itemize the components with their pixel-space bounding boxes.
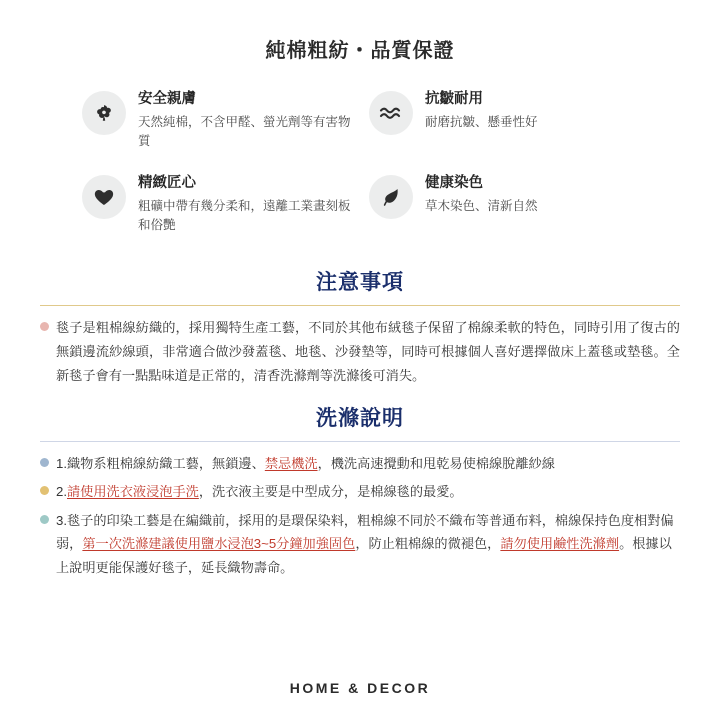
list-item: [40, 452, 680, 476]
divider-blue: [40, 441, 680, 442]
brand-footer: HOME & DECOR: [289, 680, 431, 696]
feature-title: 安全親膚: [138, 91, 196, 107]
feature-title: 抗皺耐用: [425, 91, 483, 107]
feature-desc: 粗礦中帶有幾分柔和，遠離工業畫刻板和俗艷: [138, 198, 351, 233]
feature-grid: [40, 89, 680, 236]
emphasis-text: 第一次洗滌建議使用鹽水浸泡3~5分鐘加強固色: [82, 536, 356, 552]
plain-text: 。根據以上說明更能保護好毯子，延長織物壽命。: [56, 536, 672, 575]
plain-text: ，洗衣液主要是中型成分，是棉線毯的最愛。: [198, 484, 463, 500]
feature-text: [138, 173, 351, 235]
divider-gold: [40, 305, 680, 306]
feature-item: [369, 173, 638, 235]
wash-list: [40, 452, 680, 580]
waves-icon: [369, 91, 413, 135]
leaf-icon: [369, 175, 413, 219]
plain-text: ，防止粗棉線的微褪色，: [355, 536, 501, 552]
feature-text: [425, 173, 538, 216]
plain-text: 2.: [56, 484, 67, 500]
bullet-dot-icon: [40, 322, 49, 331]
feature-text: [138, 89, 351, 151]
notice-block: [40, 316, 680, 388]
feature-item: [82, 173, 351, 235]
bullet-dot-icon: [40, 458, 49, 467]
bullet-dot-icon: [40, 486, 49, 495]
feature-desc: 耐磨抗皺、懸垂性好: [425, 114, 538, 129]
feature-title: 健康染色: [425, 175, 483, 192]
page-title: 純棉粗紡・品質保證: [265, 40, 455, 62]
wash-item-text: [56, 480, 463, 504]
list-item: [40, 480, 680, 504]
bullet-dot-icon: [40, 515, 49, 524]
emphasis-text: 請勿使用鹼性洗滌劑: [500, 536, 620, 552]
feature-item: [369, 89, 638, 151]
feature-item: [82, 89, 351, 151]
notice-text: 毯子是粗棉線紡織的，採用獨特生產工藝，不同於其他布絨毯子保留了棉線柔軟的特色，同時引用了復古的無鎖邊流紗線頭，非常適合做沙發蓋毯、地毯、沙發墊等，同時可根據個人喜好選擇做床上蓋毯或墊毯。全新毯子會有一點點味道是正常的，清香洗滌劑等洗滌後可消失。: [56, 319, 680, 383]
plain-text: ，機洗高速攪動和甩乾易使棉線脫離紗線: [317, 455, 555, 471]
plain-text: 1.織物系粗棉線紡織工藝，無鎖邊、: [56, 455, 265, 471]
feature-desc: 天然純棉，不含甲醛、螢光劑等有害物質: [138, 114, 351, 148]
wash-heading: 洗滌說明: [316, 406, 404, 430]
wash-item-text: [56, 509, 680, 580]
plain-text: 3.毯子的印染工藝是在編織前，採用的是環保染料，粗棉線不同於不織布等普通布料，棉線保持色度相對偏弱，: [56, 512, 674, 552]
wash-item-text: [56, 452, 555, 476]
feature-title: 精緻匠心: [138, 175, 196, 192]
emphasis-text: 請使用洗衣液浸泡手洗: [67, 484, 199, 500]
notice-heading: 注意事項: [316, 270, 404, 294]
cotton-flower-icon: [82, 91, 126, 135]
emphasis-text: 禁忌機洗: [264, 455, 318, 471]
feature-text: [425, 89, 538, 132]
list-item: [40, 509, 680, 580]
feature-desc: 草木染色、清新自然: [425, 198, 538, 213]
heart-icon: [82, 175, 126, 219]
